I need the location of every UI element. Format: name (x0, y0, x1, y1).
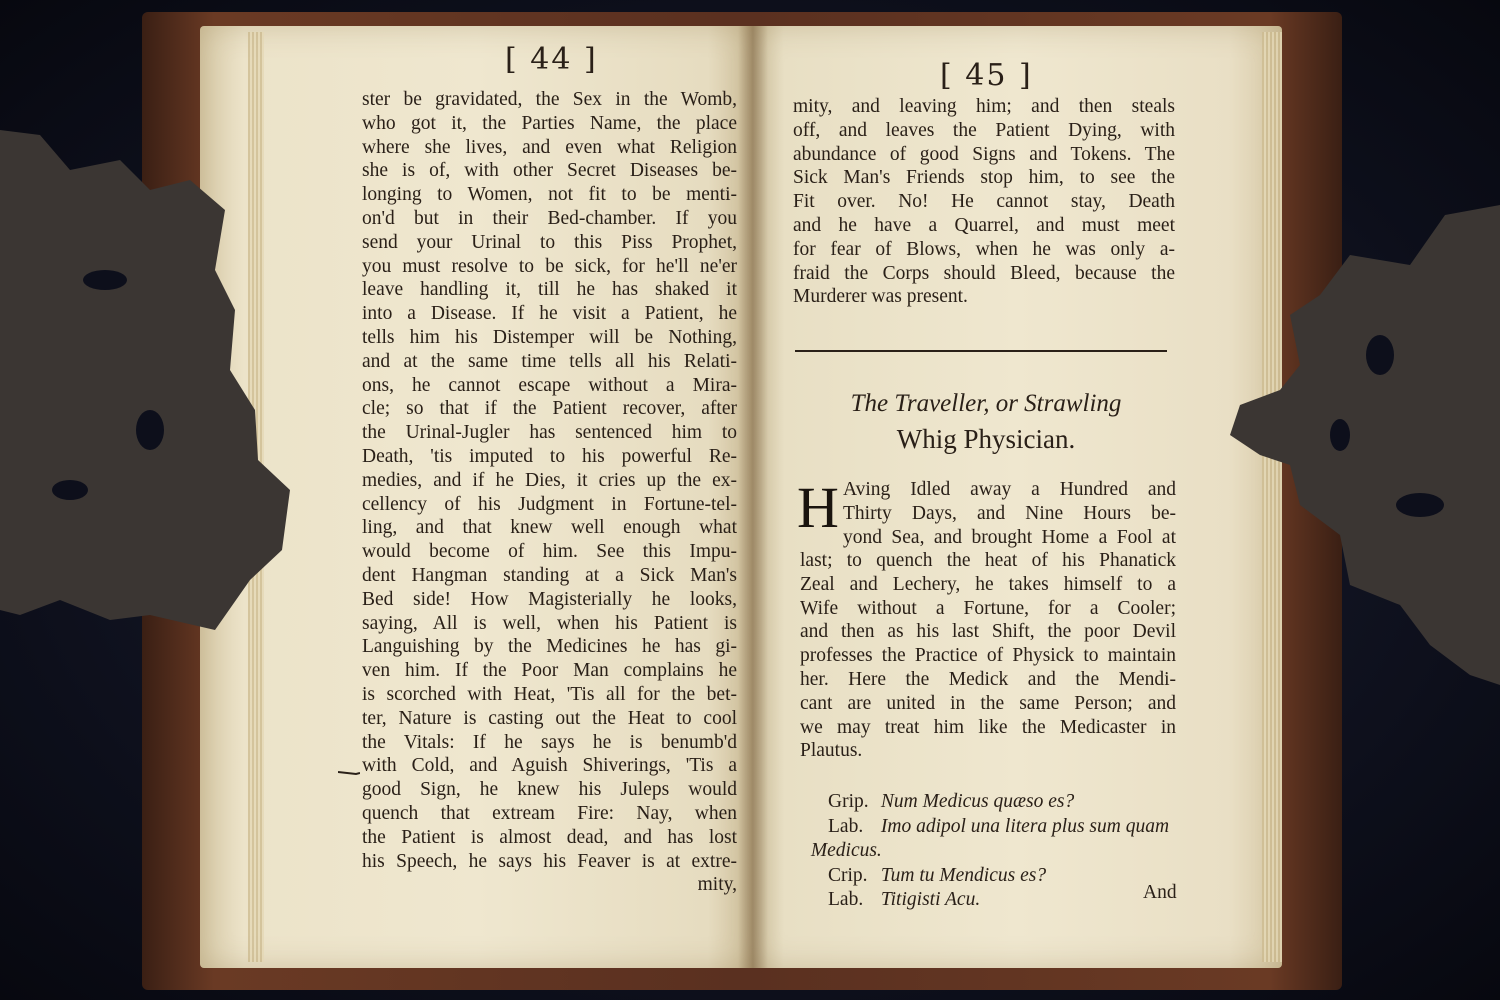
text-line: Death, 'tis imputed to his powerful Re- (362, 445, 737, 467)
text-line: where she lives, and even what Religion (362, 136, 737, 158)
dialogue-line (806, 839, 1178, 864)
section-heading: Whig Physician. (896, 424, 1076, 454)
text-line: would become of him. See this Impu- (362, 541, 737, 563)
text-line: ling, and that knew well enough what (362, 517, 737, 539)
section-body (800, 549, 1176, 763)
text-line: last; to quench the heat of his Phanatick (800, 550, 1176, 571)
text-line: leave handling it, till he has shaked it (362, 279, 737, 301)
text-line: cant are united in the same Person; and (800, 692, 1176, 714)
text-line: and he have a Quarrel, and must meet (793, 214, 1175, 236)
right-clasp-icon (1230, 205, 1500, 685)
section-heading-italic: The Traveller, or Strawling (850, 390, 1122, 417)
text-line: Murderer was present. (793, 286, 968, 308)
text-line: off, and leaves the Patient Dying, with (793, 119, 1175, 141)
right-page-text (793, 95, 1175, 309)
left-page-text (362, 88, 737, 897)
text-line: for fear of Blows, when he was only a- (793, 238, 1175, 260)
text-line: Sick Man's Friends stop him, to see the (793, 167, 1175, 189)
section-rule (795, 350, 1167, 352)
text-line: ter, Nature is casting out the Heat to cool (362, 707, 737, 729)
text-line: professes the Practice of Physick to maintain (800, 645, 1176, 667)
text-line: Fit over. No! He cannot stay, Death (793, 191, 1175, 213)
text-line: Thirty Days, and Nine Hours be- (843, 502, 1176, 524)
text-line: who got it, the Parties Name, the place (362, 112, 737, 134)
text-line: send your Urinal to this Piss Prophet, (362, 231, 737, 253)
text-line: is scorched with Heat, 'Tis all for the bet- (362, 683, 737, 705)
text-line: her. Here the Medick and the Mendi- (800, 668, 1176, 690)
speaker-label: Lab. (828, 815, 864, 837)
text-line: and at the same time tells all his Relati- (362, 350, 737, 372)
text-line: tells him his Distemper will be Nothing, (362, 326, 737, 348)
text-line: she is of, with other Secret Diseases be- (362, 160, 737, 182)
dialogue-text: Tum tu Mendicus es? (876, 864, 1047, 886)
dialogue-text: Num Medicus quæso es? (876, 791, 1075, 812)
text-line: and then as his last Shift, the poor Devil (800, 621, 1176, 643)
text-line: the Vitals: If he says he is benumb'd (362, 731, 737, 753)
text-line: the Patient is almost dead, and has lost (362, 826, 737, 848)
text-line: on'd but in their Bed-chamber. If you (362, 207, 737, 229)
text-line: good Sign, he knew his Juleps would (362, 779, 737, 801)
dialogue-line (806, 864, 1178, 889)
opening-lines (843, 478, 1176, 549)
text-line: longing to Women, not fit to be menti- (362, 184, 737, 206)
text-line: fraid the Corps should Bleed, because the (793, 262, 1175, 284)
text-line: Zeal and Lechery, he takes himself to a (800, 573, 1176, 595)
text-line: we may treat him like the Medicaster in (800, 716, 1176, 738)
text-line: Plautus. (800, 740, 863, 762)
text-line: with Cold, and Aguish Shiverings, 'Tis a (362, 755, 737, 777)
drop-capital: H (797, 475, 839, 540)
text-line: mity, and leaving him; and then steals (793, 96, 1175, 117)
dialogue-line (806, 815, 1178, 840)
text-line: you must resolve to be sick, for he'll ne'er (362, 255, 737, 277)
left-page-number: [ 44 ] (505, 42, 598, 77)
text-line: into a Disease. If he visit a Patient, he (362, 303, 737, 325)
latin-dialogue (806, 790, 1178, 913)
ink-mark (338, 770, 360, 776)
text-line: Languishing by the Medicines he has gi- (362, 636, 737, 658)
text-line: ven him. If the Poor Man complains he (362, 660, 737, 682)
text-line: cellency of his Judgment in Fortune-tel- (362, 493, 737, 515)
text-line: Bed side! How Magisterially he looks, (362, 588, 737, 610)
dialogue-text: Titigisti Acu. (876, 889, 981, 910)
text-line: medies, and if he Dies, it cries up the ex- (362, 469, 737, 491)
speaker-label: Grip. (828, 791, 869, 812)
text-line: yond Sea, and brought Home a Fool at (843, 526, 1176, 548)
dialogue-line (806, 790, 1178, 815)
dialogue-line (806, 888, 1178, 913)
text-line: abundance of good Signs and Tokens. The (793, 143, 1175, 165)
text-line: the Urinal-Jugler has sentenced him to (362, 422, 737, 444)
text-line: ster be gravidated, the Sex in the Womb, (362, 89, 737, 110)
text-line: cle; so that if the Patient recover, after (362, 398, 737, 420)
speaker-label: Lab. (828, 889, 864, 910)
text-line: Aving Idled away a Hundred and (843, 479, 1176, 500)
left-clasp-icon (0, 110, 300, 630)
book-gutter (738, 26, 768, 968)
text-line: saying, All is well, when his Patient is (362, 612, 737, 634)
right-page-number: [ 45 ] (940, 58, 1033, 93)
dialogue-text: Imo adipol una litera plus sum quam (876, 815, 1170, 837)
speaker-label: Crip. (828, 864, 868, 886)
text-line: his Speech, he says his Feaver is at extre- (362, 850, 737, 872)
text-line: mity, (697, 874, 737, 896)
text-line: quench that extream Fire: Nay, when (362, 802, 737, 824)
text-line: ons, he cannot escape without a Mira- (362, 374, 737, 396)
dialogue-text: Medicus. (806, 840, 882, 861)
catchword: And (1143, 882, 1177, 903)
text-line: Wife without a Fortune, for a Cooler; (800, 597, 1176, 619)
text-line: dent Hangman standing at a Sick Man's (362, 564, 737, 586)
